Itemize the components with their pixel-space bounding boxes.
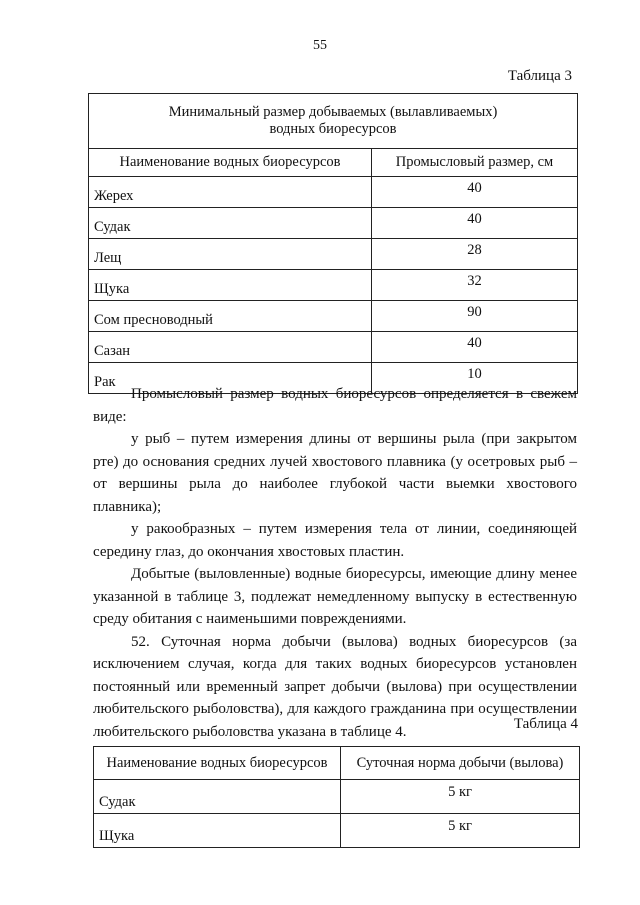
cell-value: 40 [372,208,578,239]
table-row [89,239,578,270]
cell-value: 10 [372,363,578,394]
table-row [94,780,580,814]
cell-value: 40 [372,332,578,363]
table-3-title-line1: Минимальный размер добываемых (вылавливаемых) [168,104,498,120]
paragraph: Добытые (выловленные) водные биоресурсы, имеющие длину менее указанной в таблице 3, подлежат немедленному выпуску в естественную среду обитания с наименьшими повреждениями. [93,566,577,627]
cell-name: Сом пресноводный [89,301,372,332]
table-3-caption: Таблица 3 [507,68,572,84]
table-row [94,814,580,848]
table-3-title [89,94,578,149]
paragraph: 52. Суточная норма добычи (вылова) водных биоресурсов (за исключением случая, когда для таких водных биоресурсов установлен постоянный или временный запрет добычи (вылова) при осуществлении любительского рыболовства), для каждого гражданина при осуществлении любительского рыболовства указана в таблице 4. [93,633,577,740]
cell-name: Сазан [89,332,372,363]
cell-value: 5 кг [341,780,580,814]
table-4-header-norm: Суточная норма добычи (вылова) [341,747,580,780]
table-3-title-line2: водных биоресурсов [269,121,397,137]
table-row [89,177,578,208]
cell-name: Жерех [89,177,372,208]
table-row [89,270,578,301]
paragraph: Промысловый размер водных биоресурсов определяется в свежем виде: [93,386,577,425]
cell-name: Рак [89,363,372,394]
table-4 [93,746,580,848]
cell-name: Судак [89,208,372,239]
cell-name: Судак [94,780,341,814]
cell-name: Лещ [89,239,372,270]
table-4-header-name: Наименование водных биоресурсов [94,747,341,780]
cell-value: 5 кг [341,814,580,848]
page-number: 55 [313,38,327,53]
table-row [89,332,578,363]
cell-value: 40 [372,177,578,208]
paragraph: у рыб – путем измерения длины от вершины рыла (при закрытом рте) до основания средних лучей хвостового плавника (у осетровых рыб – от вершины рыла до наиболее глубокой части выемки хвостового плавника); [93,431,577,515]
table-4-caption: Таблица 4 [513,716,578,732]
cell-value: 90 [372,301,578,332]
table-row [89,301,578,332]
table-3-header-name: Наименование водных биоресурсов [89,149,372,177]
body-text [93,383,577,743]
cell-name: Щука [94,814,341,848]
cell-value: 28 [372,239,578,270]
table-3-header-size: Промысловый размер, см [372,149,578,177]
cell-value: 32 [372,270,578,301]
table-row [89,208,578,239]
paragraph: у ракообразных – путем измерения тела от линии, соединяющей середину глаз, до окончания хвостовых пластин. [93,521,577,560]
table-3 [88,93,578,394]
cell-name: Щука [89,270,372,301]
